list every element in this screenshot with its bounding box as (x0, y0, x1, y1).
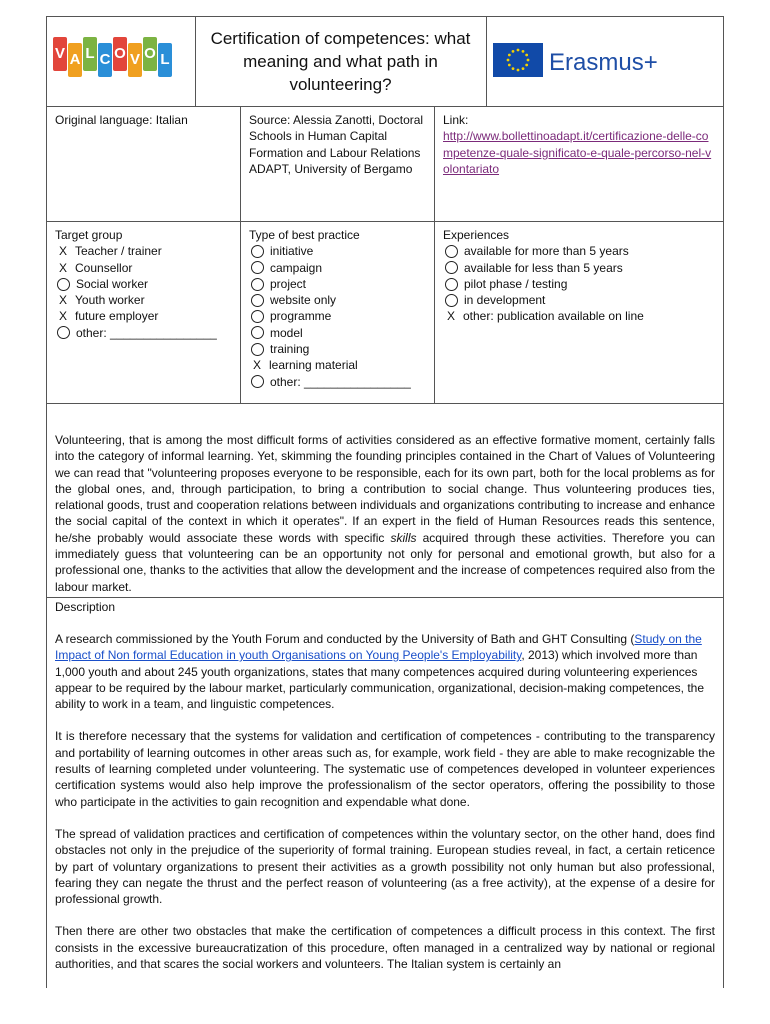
source-link[interactable]: http://www.bollettinoadapt.it/certificazione-delle-competenze-quale-significato-e-quale-percorso-nel-volontariato (443, 129, 712, 176)
eu-star-icon (525, 64, 528, 67)
option-label: other: ________________ (76, 325, 217, 340)
empty-circle-icon (251, 245, 264, 258)
practice-type-option[interactable] (249, 374, 426, 390)
p1-text-before: A research commissioned by the Youth Forum and conducted by the University of Bath and GHT Consulting ( (55, 632, 635, 646)
checked-mark-icon: X (58, 244, 67, 259)
empty-circle-icon (251, 278, 264, 291)
description-paragraph-3: The spread of validation practices and certification of competences within the voluntary sector, on the other hand, does find obstacles not only in the prejudice of the superiority of formal training. European studies reveal, in fact, a certain reticence by part of voluntary organizations to present their activities as a growth possibility not only human but also professional, fearing they can negate the thrust and the perfect reason of volunteering (as a free activity), at the expense of a desire for professional growth. (55, 826, 715, 907)
practice-type-option[interactable] (249, 341, 426, 357)
logo-letter: O (113, 37, 127, 71)
experiences-option[interactable] (443, 276, 715, 292)
practice-type-heading: Type of best practice (249, 228, 360, 242)
eu-star-icon (522, 67, 525, 70)
empty-circle-icon (251, 326, 264, 339)
empty-circle-icon (57, 278, 70, 291)
logo-letter: L (158, 43, 172, 77)
eu-star-icon (508, 64, 511, 67)
study-link[interactable]: Study on the Impact of Non formal Education in youth Organisations on Young People's Employability (55, 632, 702, 663)
summary-block (47, 432, 723, 595)
target-group-cell (47, 221, 241, 403)
logo-letter: V (53, 37, 67, 71)
empty-circle-icon (251, 375, 264, 388)
eu-flag-icon (493, 43, 543, 77)
option-label: website only (270, 293, 337, 308)
target-group-option[interactable] (55, 260, 232, 276)
checked-mark-icon: X (446, 309, 455, 324)
p1-text-after: , 2013) which involved more than 1,000 youth and about 245 youth organizations, states that many competences acquired during volunteering experiences appear to be required by the labour market, particularly communication, organizational, decision-making competences, the ability to work in a team, and linguistic competences. (55, 648, 705, 712)
experiences-heading: Experiences (443, 228, 510, 242)
practice-type-option[interactable] (249, 260, 426, 276)
practice-type-option[interactable] (249, 243, 426, 259)
skills-emphasis: skills (390, 530, 417, 545)
header-row (47, 17, 723, 107)
option-label: programme (270, 309, 332, 324)
erasmus-logo: Erasmus+ (549, 49, 658, 76)
option-label: available for less than 5 years (464, 260, 623, 275)
target-group-option[interactable] (55, 276, 232, 292)
option-label: pilot phase / testing (464, 276, 568, 291)
option-label: model (270, 325, 303, 340)
empty-circle-icon (445, 278, 458, 291)
checked-mark-icon: X (58, 309, 67, 324)
option-label: campaign (270, 260, 323, 275)
empty-circle-icon (57, 326, 70, 339)
experiences-option[interactable] (443, 308, 715, 324)
source: Source: Alessia Zanotti, Doctoral Schools in Human Capital Formation and Labour Relations ADAPT, University of Bergamo (241, 106, 435, 221)
option-label: other: ________________ (270, 374, 411, 389)
experiences-option[interactable] (443, 260, 715, 276)
erasmus-cell (487, 17, 723, 106)
option-label: available for more than 5 years (464, 244, 629, 259)
description-block (47, 598, 723, 972)
document-title: Certification of competences: what meaning and what path in volunteering? (195, 17, 487, 106)
eu-star-icon (508, 54, 511, 57)
experiences-option[interactable] (443, 292, 715, 308)
original-language: Original language: Italian (47, 106, 241, 221)
document-page (46, 16, 724, 988)
option-label: other: publication available on line (463, 309, 644, 324)
checked-mark-icon: X (58, 260, 67, 275)
target-group-option[interactable] (55, 243, 232, 259)
eu-star-icon (512, 50, 515, 53)
empty-circle-icon (251, 310, 264, 323)
empty-circle-icon (251, 343, 264, 356)
empty-circle-icon (251, 261, 264, 274)
link-label: Link: (443, 113, 469, 127)
option-label: in development (464, 293, 546, 308)
description-paragraph-4: Then there are other two obstacles that make the certification of competences a difficult process in this context. The first consists in the excessive bureaucratization of this procedure, often managed in a centralized way by national or regional authorities, and that scares the social workers and volunteers. The Italian system is certainly an (55, 924, 715, 972)
valcovol-logo (53, 37, 172, 77)
practice-type-option[interactable] (249, 325, 426, 341)
option-label: future employer (75, 309, 159, 324)
practice-type-option[interactable] (249, 357, 426, 373)
target-group-option[interactable] (55, 308, 232, 324)
experiences-cell (435, 221, 723, 403)
eu-star-icon (522, 50, 525, 53)
target-group-option[interactable] (55, 292, 232, 308)
practice-type-cell (241, 221, 435, 403)
logo-letter: O (143, 37, 157, 71)
eu-star-icon (512, 67, 515, 70)
logo-letter: L (83, 37, 97, 71)
experiences-list (443, 243, 715, 324)
option-label: initiative (270, 244, 314, 259)
option-label: Teacher / trainer (75, 244, 162, 259)
description-paragraph-2: It is therefore necessary that the systems for validation and certification of competences - contributing to the transparency and portability of learning outcomes in other areas such as, for example, work field - they are able to make recognizable the results of learning completed under volunteering. The systematic use of competences developed in volunteer experiences certification systems would also help improve the professionalism of the sector operators, offering the possibility to those who participate in the activities to gain recognition and expendable what done. (55, 729, 715, 809)
logo-letter: C (98, 43, 112, 77)
experiences-option[interactable] (443, 243, 715, 259)
target-group-list (55, 243, 232, 341)
eu-star-icon (517, 49, 520, 52)
practice-type-option[interactable] (249, 308, 426, 324)
summary-row (47, 403, 723, 598)
practice-type-option[interactable] (249, 292, 426, 308)
link-cell (435, 106, 723, 221)
option-label: Counsellor (75, 260, 133, 275)
eu-star-icon (527, 59, 530, 62)
option-label: project (270, 276, 307, 291)
logo-letter: A (68, 43, 82, 77)
empty-circle-icon (445, 245, 458, 258)
practice-type-list (249, 243, 426, 390)
description-heading: Description (55, 600, 116, 614)
logo-cell (47, 17, 196, 106)
description-paragraph-1 (55, 631, 715, 712)
eu-star-icon (507, 59, 510, 62)
option-label: learning material (269, 358, 358, 373)
meta-row (47, 106, 723, 222)
checked-mark-icon: X (58, 293, 67, 308)
empty-circle-icon (251, 294, 264, 307)
option-label: Social worker (76, 276, 149, 291)
practice-type-option[interactable] (249, 276, 426, 292)
eu-star-icon (517, 69, 520, 72)
option-label: Youth worker (75, 293, 145, 308)
logo-letter: V (128, 43, 142, 77)
checked-mark-icon: X (252, 358, 261, 373)
option-label: training (270, 342, 310, 357)
empty-circle-icon (445, 261, 458, 274)
summary-text: Volunteering, that is among the most difficult forms of activities considered as an effective formative moment, certainly falls into the category of informal learning. Yet, skimming the founding principles contained in the Chart of Values of Volunteering we can read that "volunteering proposes everyone to be responsible, each for its own part, both for the local problems as for the global ones, and, through participation, to bring a contribution to social change. Thus volunteering produces ties, relational goods, trust and cooperation relations between individuals and organizations contributing to increase and enhance the social capital of the context in which it operates". If an expert in the field of Human Resources reads this sentence, he/she probably would associate these words with specific skills acquired through these activities. Therefore you can immediately guess that volunteering can be an opportunity not only for personal and emotional growth, but also for a professional one, thanks to the activities that allow the development and the increase of competences required also from the labour market. (55, 433, 715, 594)
classification-row (47, 221, 723, 404)
target-group-heading: Target group (55, 228, 123, 242)
empty-circle-icon (445, 294, 458, 307)
target-group-option[interactable] (55, 325, 232, 341)
eu-star-icon (525, 54, 528, 57)
